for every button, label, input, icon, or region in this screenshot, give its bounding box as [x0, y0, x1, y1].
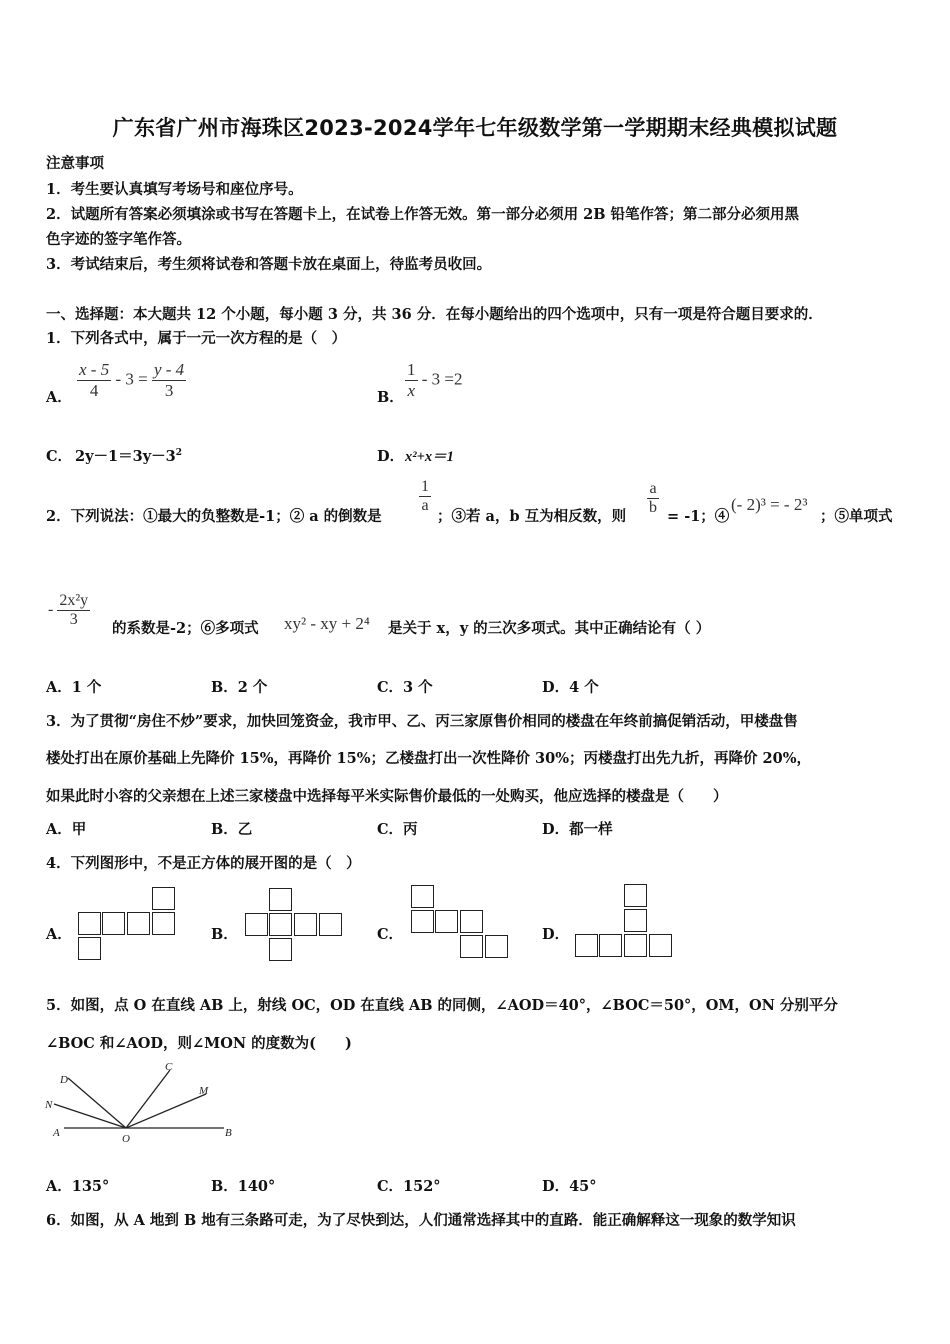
- notice-item: 1．考生要认真填写考场号和座位序号。: [46, 181, 303, 198]
- q3-line: 3．为了贯彻“房住不炒”要求，加快回笼资金，我市甲、乙、丙三家原售价相同的楼盘在年终前搞促销活动，甲楼盘售: [46, 713, 798, 730]
- q1-option-d-text: x²+x＝1: [405, 449, 454, 465]
- point-label-c: C: [165, 1061, 173, 1073]
- q5-option-d: D．45°: [542, 1178, 597, 1195]
- q4-option-c-label: C．: [377, 926, 404, 943]
- ray-on: [54, 1104, 126, 1128]
- q2-fraction-1-over-a: $\frac{1}{a}$: [421, 478, 429, 514]
- q2-part6: 是关于 x，y 的三次多项式。其中正确结论有（ ）: [388, 620, 711, 637]
- q1-option-b-label: B．: [377, 389, 404, 406]
- q3-option-a: A．甲: [46, 821, 87, 838]
- q1-option-a-label: A．: [46, 389, 72, 406]
- q5-line1: 5．如图，点 O 在直线 AB 上，射线 OC，OD 在直线 AB 的同侧，∠AOD＝40°，∠BOC＝50°，OM，ON 分别平分: [46, 997, 838, 1014]
- q5-option-b: B．140°: [211, 1178, 276, 1195]
- q2-polynomial: xy² - xy + 2⁴: [284, 614, 370, 633]
- q2-part3: = -1；④: [667, 508, 730, 525]
- point-label-b: B: [225, 1127, 232, 1139]
- point-label-a: A: [53, 1127, 60, 1139]
- q2-fraction-a-over-b: $\frac{a}{b}$: [649, 480, 657, 516]
- q1-option-d-label: D．: [377, 448, 405, 465]
- section-heading: 一、选择题：本大题共 12 个小题，每小题 3 分，共 36 分．在每小题给出的四个选项中，只有一项是符合题目要求的．: [46, 306, 823, 323]
- q2-option-a: A．1 个: [46, 679, 102, 696]
- q1-stem: 1．下列各式中，属于一元一次方程的是（ ）: [46, 330, 347, 347]
- q5-angle-diagram: [40, 1058, 240, 1148]
- q3-option-d: D．都一样: [542, 821, 613, 838]
- q1-option-c-label: C．: [46, 448, 73, 465]
- q3-option-c: C．丙: [377, 821, 418, 838]
- notice-item: 2．试题所有答案必须填涂或书写在答题卡上，在试卷上作答无效。第一部分必须用 2B 铅笔作答；第二部分必须用黑: [46, 206, 800, 223]
- q4-option-a-label: A．: [46, 926, 72, 943]
- point-label-m: M: [199, 1085, 209, 1097]
- ray-om: [126, 1094, 206, 1128]
- notice-item: 3．考试结束后，考生须将试卷和答题卡放在桌面上，待监考员收回。: [46, 256, 492, 273]
- q2-part2: ；③若 a，b 互为相反数，则: [437, 508, 627, 525]
- q5-option-c: C．152°: [377, 1178, 441, 1195]
- q2-option-b: B．2 个: [211, 679, 268, 696]
- q2-monomial-fraction: - $\frac{\text{2x²y}}{3}$: [48, 592, 89, 628]
- q1-option-a-expression: $\frac{x - 5}{4}$ - 3 = $\frac{y - 4}{3}$: [79, 360, 185, 400]
- q4-option-b-label: B．: [211, 926, 238, 943]
- q5-line2: ∠BOC 和∠AOD，则∠MON 的度数为( ): [46, 1035, 352, 1052]
- q4-stem: 4．下列图形中，不是正方体的展开图的是（ ）: [46, 855, 361, 872]
- q6-line1: 6．如图，从 A 地到 B 地有三条路可走，为了尽快到达，人们通常选择其中的直路．能正确解释这一现象的数学知识: [46, 1212, 796, 1229]
- q3-option-b: B．乙: [211, 821, 253, 838]
- q2-option-d: D．4 个: [542, 679, 599, 696]
- q4-option-d-label: D．: [542, 926, 570, 943]
- q1-option-c-text: $2y-1=3y-3^2$: [75, 448, 182, 465]
- ray-od: [68, 1078, 126, 1128]
- point-label-d: D: [60, 1074, 68, 1086]
- q2-power-equation: (- 2)³ = - 2³: [731, 495, 808, 514]
- q3-line: 如果此时小容的父亲想在上述三家楼盘中选择每平米实际售价最低的一处购买，他应选择的楼盘是（ ）: [46, 788, 728, 805]
- q5-option-a: A．135°: [46, 1178, 110, 1195]
- q2-part5: 的系数是-2；⑥多项式: [112, 620, 259, 637]
- q2-part1: 2．下列说法：①最大的负整数是-1；② a 的倒数是: [46, 508, 382, 525]
- point-label-o: O: [122, 1133, 130, 1145]
- q2-part4: ；⑤单项式: [820, 508, 893, 525]
- q1-option-b-expression: $\frac{1}{x}$ - 3 =2: [407, 360, 463, 400]
- page-title: 广东省广州市海珠区2023-2024学年七年级数学第一学期期末经典模拟试题: [112, 116, 838, 140]
- notice-heading: 注意事项: [46, 155, 104, 172]
- point-label-n: N: [45, 1099, 53, 1111]
- q3-line: 楼处打出在原价基础上先降价 15%，再降价 15%；乙楼盘打出一次性降价 30%；丙楼盘打出先九折，再降价 20%，: [46, 750, 812, 767]
- q2-option-c: C．3 个: [377, 679, 433, 696]
- notice-item: 色字迹的签字笔作答。: [46, 231, 191, 248]
